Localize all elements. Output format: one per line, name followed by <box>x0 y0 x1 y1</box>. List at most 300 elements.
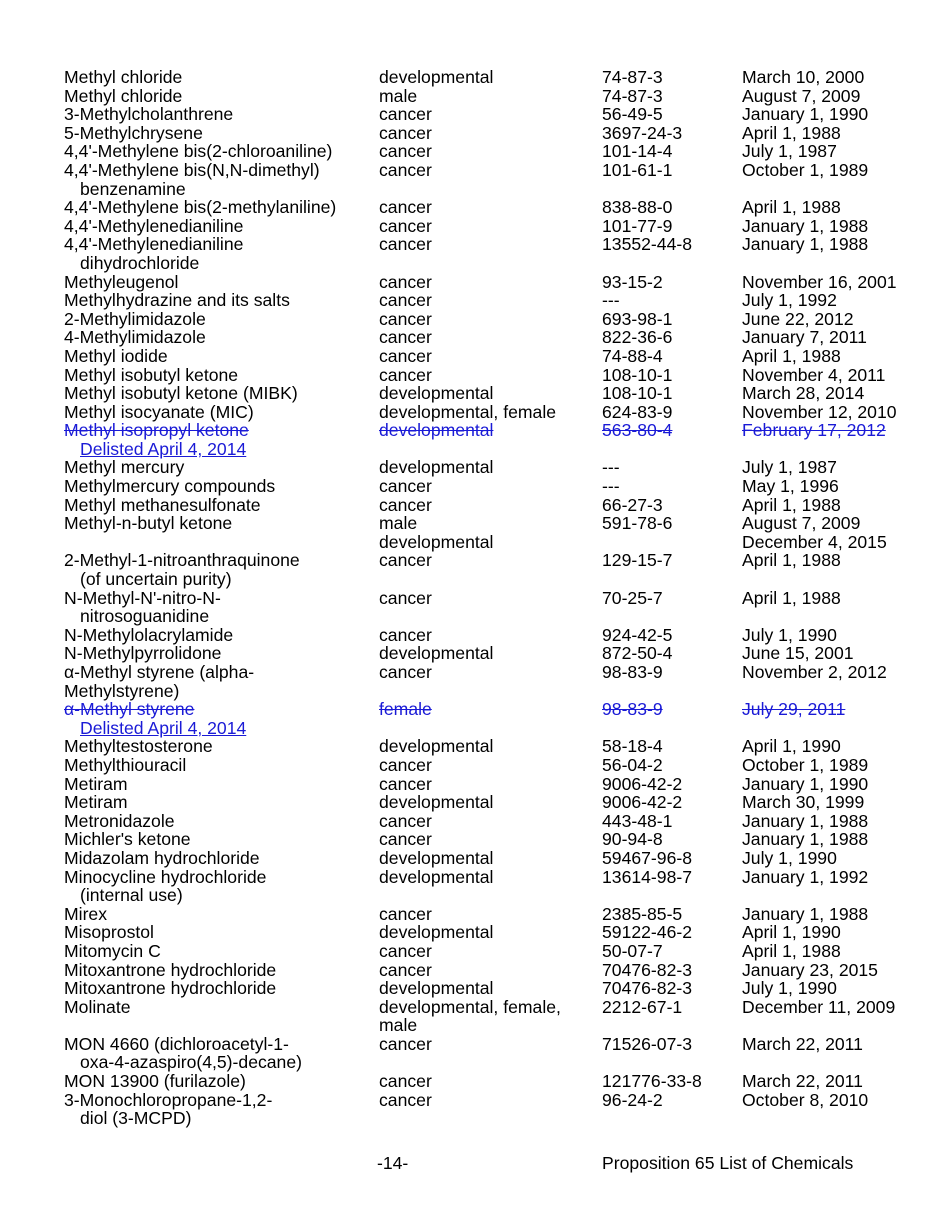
date-listed-line: April 1, 1988 <box>742 197 841 218</box>
chemical-name <box>64 998 131 1017</box>
chemical-name <box>64 700 246 737</box>
toxicity-type-line: cancer <box>379 754 432 775</box>
chemical-name-line: Methyleugenol <box>64 271 179 292</box>
chemical-row <box>64 979 944 998</box>
cas-cell <box>602 961 692 980</box>
chemical-row <box>64 626 944 645</box>
cas-cell <box>602 663 663 682</box>
cas-number: 129-15-7 <box>602 550 673 571</box>
date-listed-line: January 1, 1988 <box>742 234 869 255</box>
chemical-name-line: 4,4'-Methylene bis(N,N-dimethyl) <box>64 159 320 180</box>
chemical-row <box>64 942 944 961</box>
chemical-name-line: MON 4660 (dichloroacetyl-1- <box>64 1033 289 1054</box>
cas-cell <box>602 217 672 236</box>
toxicity-type <box>379 998 561 1035</box>
chemical-name <box>64 830 191 849</box>
chemical-name-line: Methyl isobutyl ketone (MIBK) <box>64 383 298 404</box>
date-listed <box>742 923 841 942</box>
chemical-name <box>64 458 184 477</box>
cas-cell <box>602 124 682 143</box>
date-listed <box>742 1072 863 1091</box>
chemical-name <box>64 496 261 515</box>
toxicity-type-line: cancer <box>379 364 432 385</box>
date-listed <box>742 458 837 477</box>
toxicity-type-line: cancer <box>379 587 432 608</box>
date-listed-line: January 1, 1988 <box>742 215 869 236</box>
chemical-name <box>64 105 233 124</box>
chemical-name-line: Methylstyrene) <box>64 680 180 701</box>
date-listed-line: January 1, 1990 <box>742 773 869 794</box>
chemical-name-line: oxa-4-azaspiro(4,5)-decane) <box>80 1052 302 1073</box>
toxicity-type <box>379 105 432 124</box>
date-listed <box>742 551 841 570</box>
toxicity-type-line: cancer <box>379 1071 432 1092</box>
date-listed <box>742 942 841 961</box>
cas-number: 74-87-3 <box>602 85 663 106</box>
chemical-name-line: Methyl methanesulfonate <box>64 494 261 515</box>
date-listed <box>742 830 868 849</box>
date-listed <box>742 124 841 143</box>
cas-number: 2385-85-5 <box>602 903 683 924</box>
date-listed-line: January 7, 2011 <box>742 327 867 348</box>
chemical-name <box>64 68 182 87</box>
date-listed-line: July 1, 1990 <box>742 847 837 868</box>
toxicity-type <box>379 793 493 812</box>
chemical-name-line: Molinate <box>64 996 131 1017</box>
chemical-row <box>64 849 944 868</box>
toxicity-type <box>379 161 432 180</box>
date-listed-line: March 28, 2014 <box>742 383 865 404</box>
date-listed <box>742 273 897 292</box>
toxicity-type <box>379 812 432 831</box>
chemical-name-line: Metiram <box>64 792 128 813</box>
date-listed-line: January 1, 1990 <box>742 104 869 125</box>
cas-cell <box>602 979 692 998</box>
date-listed <box>742 198 841 217</box>
cas-cell <box>602 68 663 87</box>
date-listed <box>742 1091 868 1110</box>
chemical-name-line: benzenamine <box>80 178 186 199</box>
toxicity-type-line: cancer <box>379 234 432 255</box>
cas-number: 3697-24-3 <box>602 122 683 143</box>
chemical-name-line: Mitoxantrone hydrochloride <box>64 978 277 999</box>
chemical-row <box>64 812 944 831</box>
chemical-name-line: Misoprostol <box>64 922 154 943</box>
chemical-name-line: Midazolam hydrochloride <box>64 847 260 868</box>
cas-cell <box>602 198 672 217</box>
toxicity-type <box>379 961 432 980</box>
date-listed <box>742 979 837 998</box>
chemical-name-line: Mitoxantrone hydrochloride <box>64 959 277 980</box>
cas-number: 50-07-7 <box>602 940 663 961</box>
chemical-name-line: 5-Methylchrysene <box>64 122 203 143</box>
cas-cell <box>602 626 672 645</box>
cas-cell <box>602 1072 702 1091</box>
chemical-name <box>64 198 336 217</box>
chemical-name <box>64 1035 302 1072</box>
cas-number: 58-18-4 <box>602 736 663 757</box>
toxicity-type-line: cancer <box>379 940 432 961</box>
cas-number: 838-88-0 <box>602 197 673 218</box>
chemical-row <box>64 551 944 588</box>
cas-number: 563-80-4 <box>602 420 673 441</box>
cas-number: 70476-82-3 <box>602 978 692 999</box>
toxicity-type <box>379 626 432 645</box>
cas-cell <box>602 477 620 496</box>
date-listed <box>742 663 887 682</box>
chemical-name <box>64 1091 272 1128</box>
cas-number: 56-49-5 <box>602 104 663 125</box>
chemical-name-line: Michler's ketone <box>64 829 191 850</box>
toxicity-type <box>379 700 432 719</box>
chemical-name <box>64 87 182 106</box>
date-listed-line: February 17, 2012 <box>742 420 886 441</box>
cas-number: 9006-42-2 <box>602 773 683 794</box>
toxicity-type <box>379 644 493 663</box>
date-listed-line: January 1, 1992 <box>742 866 869 887</box>
toxicity-type-line: developmental <box>379 643 494 664</box>
toxicity-type <box>379 923 493 942</box>
toxicity-type-line: cancer <box>379 271 432 292</box>
cas-cell <box>602 421 672 440</box>
date-listed-line: April 1, 1988 <box>742 122 841 143</box>
chemical-name <box>64 273 178 292</box>
chemical-name-line: 4,4'-Methylene bis(2-chloroaniline) <box>64 141 333 162</box>
date-listed-line: December 4, 2015 <box>742 531 887 552</box>
date-listed <box>742 87 860 106</box>
chemical-name <box>64 663 254 700</box>
date-listed <box>742 961 878 980</box>
toxicity-type-line: cancer <box>379 159 432 180</box>
toxicity-type <box>379 589 432 608</box>
chemical-name-line: Methyl isopropyl ketone <box>64 420 249 441</box>
cas-number: 74-88-4 <box>602 345 663 366</box>
cas-cell <box>602 812 672 831</box>
chemical-row <box>64 124 944 143</box>
toxicity-type-line: developmental <box>379 866 494 887</box>
cas-cell <box>602 700 663 719</box>
toxicity-type <box>379 979 493 998</box>
cas-cell <box>602 1091 663 1110</box>
toxicity-type <box>379 366 432 385</box>
chemical-name-line: diol (3-MCPD) <box>80 1108 192 1129</box>
cas-number: --- <box>602 290 620 311</box>
chemical-name <box>64 849 260 868</box>
toxicity-type-line: cancer <box>379 829 432 850</box>
toxicity-type <box>379 384 493 403</box>
chemical-name-line: MON 13900 (furilazole) <box>64 1071 246 1092</box>
date-listed-line: April 1, 1988 <box>742 940 841 961</box>
cas-cell <box>602 366 672 385</box>
toxicity-type <box>379 849 493 868</box>
cas-number: 59467-96-8 <box>602 847 692 868</box>
cas-cell <box>602 551 672 570</box>
chemical-name-line: dihydrochloride <box>80 252 200 273</box>
date-listed-line: May 1, 1996 <box>742 476 839 497</box>
date-listed <box>742 849 837 868</box>
cas-cell <box>602 923 692 942</box>
cas-number: 74-87-3 <box>602 67 663 87</box>
cas-cell <box>602 458 620 477</box>
chemical-row <box>64 310 944 329</box>
cas-cell <box>602 942 663 961</box>
date-listed-line: July 1, 1990 <box>742 624 837 645</box>
chemical-name <box>64 644 221 663</box>
cas-cell <box>602 830 663 849</box>
cas-number: 822-36-6 <box>602 327 673 348</box>
chemical-name-line: Methyl-n-butyl ketone <box>64 513 233 534</box>
chemical-name-line: (internal use) <box>80 885 183 906</box>
chemical-row <box>64 291 944 310</box>
cas-cell <box>602 384 672 403</box>
toxicity-type-line: male <box>379 85 418 106</box>
toxicity-type <box>379 942 432 961</box>
chemical-name <box>64 1072 246 1091</box>
date-listed <box>742 310 854 329</box>
chemical-name <box>64 421 249 458</box>
chemical-row <box>64 961 944 980</box>
date-listed-line: March 22, 2011 <box>742 1033 863 1054</box>
toxicity-type <box>379 328 432 347</box>
chemical-row <box>64 1035 944 1072</box>
chemical-name-line: (of uncertain purity) <box>80 569 232 590</box>
date-listed <box>742 644 854 663</box>
date-listed <box>742 161 868 180</box>
date-listed-line: April 1, 1988 <box>742 345 841 366</box>
date-listed <box>742 626 837 645</box>
chemical-name <box>64 514 232 533</box>
toxicity-type <box>379 868 493 887</box>
chemical-name <box>64 142 332 161</box>
chemical-name-line: Methylthiouracil <box>64 754 187 775</box>
date-listed-line: July 1, 1987 <box>742 141 837 162</box>
cas-number: 101-14-4 <box>602 141 673 162</box>
chemical-name-line: Methylmercury compounds <box>64 476 276 497</box>
date-listed <box>742 291 837 310</box>
date-listed <box>742 105 868 124</box>
cas-cell <box>602 737 663 756</box>
chemical-row <box>64 514 944 551</box>
cas-number: 66-27-3 <box>602 494 663 515</box>
chemical-row <box>64 1091 944 1128</box>
chemical-name-line: Methylhydrazine and its salts <box>64 290 290 311</box>
chemical-row <box>64 905 944 924</box>
chemical-row <box>64 217 944 236</box>
cas-cell <box>602 161 672 180</box>
toxicity-type-line: cancer <box>379 550 432 571</box>
chemical-row <box>64 161 944 198</box>
date-listed <box>742 477 839 496</box>
cas-number: --- <box>602 476 620 497</box>
toxicity-type <box>379 1091 432 1110</box>
toxicity-type <box>379 830 432 849</box>
cas-number: 101-77-9 <box>602 215 673 236</box>
date-listed <box>742 793 864 812</box>
chemical-row <box>64 458 944 477</box>
chemical-name-line: 4,4'-Methylenedianiline <box>64 215 244 236</box>
chemical-row <box>64 105 944 124</box>
chemical-name-line: Methyl mercury <box>64 457 185 478</box>
chemical-name-line: Mitomycin C <box>64 940 161 961</box>
toxicity-type-line: cancer <box>379 903 432 924</box>
date-listed <box>742 328 867 347</box>
toxicity-type-line: developmental <box>379 978 494 999</box>
date-listed-line: March 22, 2011 <box>742 1071 863 1092</box>
toxicity-type-line: cancer <box>379 327 432 348</box>
chemical-row <box>64 756 944 775</box>
date-listed <box>742 737 841 756</box>
chemical-name <box>64 310 206 329</box>
chemical-name-line: 4-Methylimidazole <box>64 327 206 348</box>
date-listed <box>742 403 897 422</box>
date-listed <box>742 775 868 794</box>
cas-number: 56-04-2 <box>602 754 663 775</box>
cas-number: 13614-98-7 <box>602 866 692 887</box>
toxicity-type <box>379 198 432 217</box>
date-listed-line: April 1, 1990 <box>742 922 841 943</box>
cas-number: 108-10-1 <box>602 364 673 385</box>
date-listed <box>742 347 841 366</box>
cas-cell <box>602 291 620 310</box>
chemical-name <box>64 626 233 645</box>
cas-cell <box>602 644 672 663</box>
date-listed <box>742 812 868 831</box>
cas-number: 90-94-8 <box>602 829 663 850</box>
toxicity-type-line: developmental, female, <box>379 996 561 1017</box>
cas-number: 872-50-4 <box>602 643 673 664</box>
cas-number: 693-98-1 <box>602 308 673 329</box>
chemical-name <box>64 961 276 980</box>
toxicity-type <box>379 87 417 106</box>
toxicity-type <box>379 551 432 570</box>
date-listed-line: July 1, 1990 <box>742 978 837 999</box>
toxicity-type-line: cancer <box>379 290 432 311</box>
date-listed-line: April 1, 1988 <box>742 587 841 608</box>
chemical-row <box>64 868 944 905</box>
chemical-name <box>64 291 290 310</box>
cas-number: 591-78-6 <box>602 513 673 534</box>
chemical-row <box>64 998 944 1035</box>
toxicity-type <box>379 737 493 756</box>
cas-cell <box>602 273 663 292</box>
chemical-row <box>64 644 944 663</box>
date-listed-line: October 8, 2010 <box>742 1089 869 1110</box>
date-listed <box>742 700 845 719</box>
toxicity-type <box>379 514 493 551</box>
chemical-name-line: 4,4'-Methylenedianiline <box>64 234 244 255</box>
date-listed <box>742 421 886 440</box>
toxicity-type <box>379 477 432 496</box>
toxicity-type-line: male <box>379 1015 418 1036</box>
cas-cell <box>602 905 682 924</box>
toxicity-type-line: cancer <box>379 810 432 831</box>
chemical-row <box>64 1072 944 1091</box>
cas-cell <box>602 87 663 106</box>
toxicity-type-line: cancer <box>379 494 432 515</box>
date-listed-line: March 30, 1999 <box>742 792 865 813</box>
chemical-name-line: nitrosoguanidine <box>80 606 210 627</box>
cas-cell <box>602 849 692 868</box>
toxicity-type <box>379 756 432 775</box>
toxicity-type-line: cancer <box>379 476 432 497</box>
chemical-name <box>64 756 186 775</box>
date-listed <box>742 589 841 608</box>
toxicity-type-line: female <box>379 699 432 720</box>
chemical-row <box>64 403 944 422</box>
cas-cell <box>602 496 663 515</box>
toxicity-type <box>379 347 432 366</box>
document-title: Proposition 65 List of Chemicals <box>602 1153 854 1173</box>
cas-number: 70476-82-3 <box>602 959 692 980</box>
toxicity-type-line: developmental <box>379 922 494 943</box>
page-number: -14- <box>377 1153 409 1173</box>
toxicity-type-line: cancer <box>379 1089 432 1110</box>
toxicity-type-line: cancer <box>379 104 432 125</box>
toxicity-type <box>379 421 493 440</box>
date-listed <box>742 366 885 385</box>
toxicity-type-line: developmental <box>379 531 494 552</box>
chemical-name-line: 3-Monochloropropane-1,2- <box>64 1089 273 1110</box>
date-listed-line: June 22, 2012 <box>742 308 854 329</box>
cas-cell <box>602 868 692 887</box>
chemical-row <box>64 663 944 700</box>
cas-number: 9006-42-2 <box>602 792 683 813</box>
toxicity-type-line: cancer <box>379 122 432 143</box>
cas-cell <box>602 235 692 254</box>
delisted-link[interactable]: Delisted April 4, 2014 <box>80 717 247 738</box>
toxicity-type-line: developmental <box>379 420 494 441</box>
date-listed <box>742 496 841 515</box>
date-listed <box>742 68 864 87</box>
chemical-name <box>64 589 221 626</box>
chemical-name <box>64 124 203 143</box>
chemical-row <box>64 273 944 292</box>
chemical-name-line: α-Methyl styrene <box>64 699 195 720</box>
cas-number: 924-42-5 <box>602 624 673 645</box>
date-listed-line: April 1, 1988 <box>742 550 841 571</box>
chemical-name-line: Metiram <box>64 773 128 794</box>
date-listed-line: November 12, 2010 <box>742 401 897 422</box>
toxicity-type-line: developmental <box>379 736 494 757</box>
chemical-name <box>64 235 243 272</box>
toxicity-type <box>379 1035 432 1054</box>
chemical-name <box>64 328 206 347</box>
chemical-name-line: Methyl chloride <box>64 85 183 106</box>
cas-cell <box>602 589 663 608</box>
date-listed-line: January 1, 1988 <box>742 829 869 850</box>
chemical-name-line: 2-Methyl-1-nitroanthraquinone <box>64 550 300 571</box>
date-listed-line: August 7, 2009 <box>742 85 861 106</box>
toxicity-type-line: developmental <box>379 847 494 868</box>
toxicity-type <box>379 310 432 329</box>
delisted-link[interactable]: Delisted April 4, 2014 <box>80 438 247 459</box>
cas-cell <box>602 310 672 329</box>
cas-number: 96-24-2 <box>602 1089 663 1110</box>
toxicity-type-line: cancer <box>379 1033 432 1054</box>
date-listed-line: October 1, 1989 <box>742 754 869 775</box>
date-listed <box>742 514 887 551</box>
chemical-name <box>64 366 238 385</box>
cas-cell <box>602 142 672 161</box>
toxicity-type <box>379 663 432 682</box>
cas-number: 70-25-7 <box>602 587 663 608</box>
toxicity-type-line: developmental <box>379 792 494 813</box>
chemical-row <box>64 830 944 849</box>
chemical-row <box>64 737 944 756</box>
toxicity-type-line: cancer <box>379 662 432 682</box>
chemical-name <box>64 737 213 756</box>
toxicity-type-line: male <box>379 513 418 534</box>
